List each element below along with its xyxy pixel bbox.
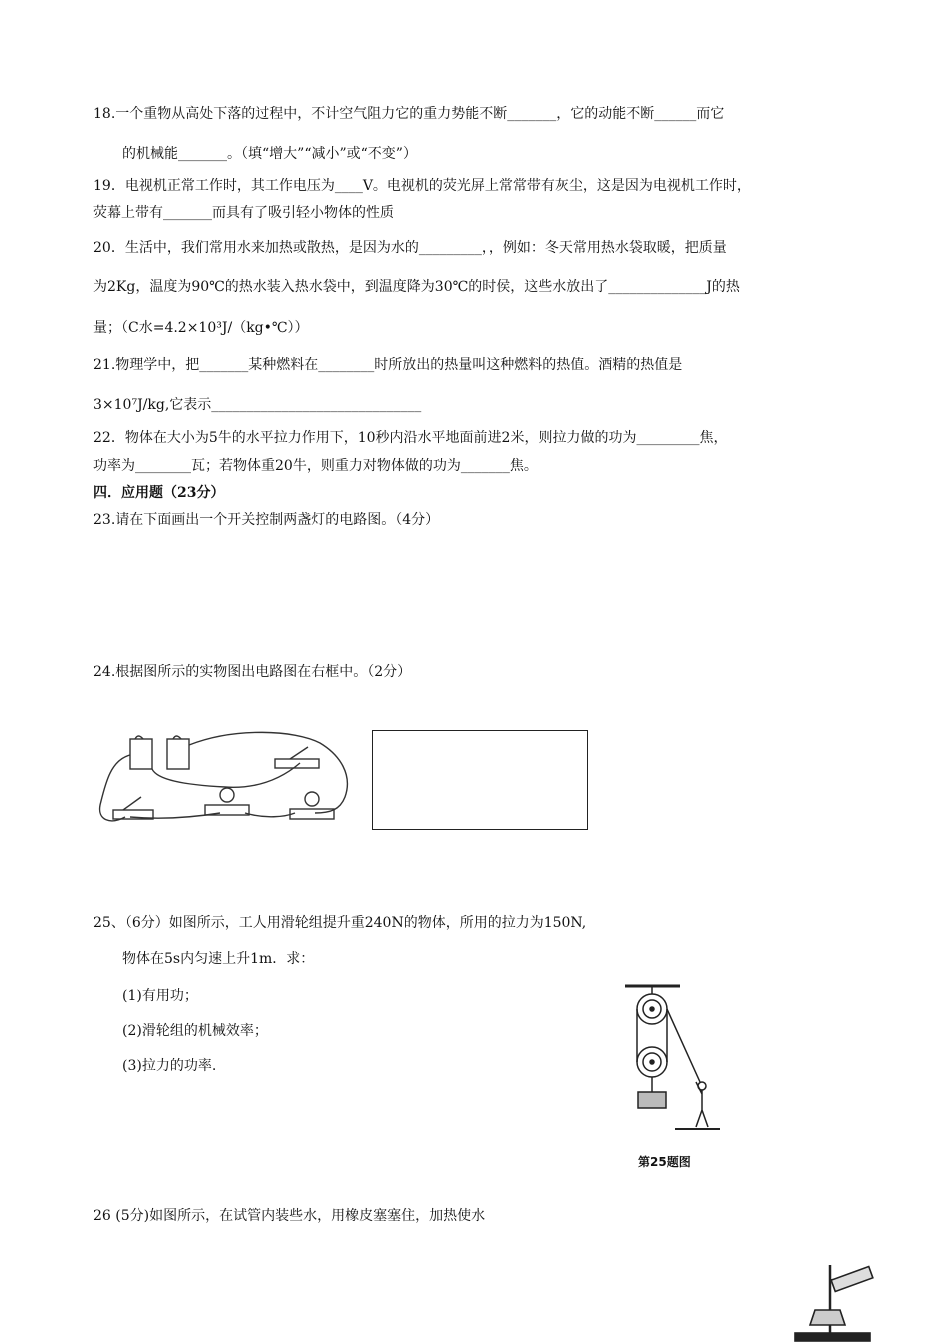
load-block-icon (638, 1092, 666, 1108)
q19-line2: 荧幕上带有_______而具有了吸引轻小物体的性质 (93, 205, 394, 221)
q22-line1: 22．物体在大小为5牛的水平拉力作用下，10秒内沿水平地面前进2米，则拉力做的功为_________焦， (93, 430, 728, 446)
q18-line2: 的机械能_______。（填“增大”“减小”或“不变”） (122, 146, 417, 162)
q24-answer-box[interactable] (372, 730, 588, 830)
switch-1-icon (275, 759, 319, 768)
q25-pulley-figure (620, 982, 720, 1142)
q25-item1: (1)有用功； (122, 988, 198, 1004)
q21-line2: 3×10⁷J/kg,它表示______________________________ (93, 397, 422, 413)
q24-circuit-photo (95, 725, 355, 840)
q25-figure-caption: 第25题图 (638, 1155, 691, 1169)
alcohol-lamp-icon (810, 1310, 845, 1325)
section-title-application: 四．应用题（23分） (93, 485, 225, 501)
battery-2-icon (167, 739, 189, 769)
q25-line1: 25、（6分）如图所示，工人用滑轮组提升重240N的物体，所用的拉力为150N, (93, 915, 587, 931)
q19-line1: 19．电视机正常工作时，其工作电压为____V。电视机的荧光屏上常常带有灰尘，这是因为电视机工作时， (93, 178, 751, 194)
q23-line1: 23.请在下面画出一个开关控制两盏灯的电路图。（4分） (93, 512, 440, 528)
q22-line2: 功率为________瓦；若物体重20牛，则重力对物体做的功为_______焦。 (93, 458, 538, 474)
q26-line1: 26 (5分)如图所示，在试管内装些水，用橡皮塞塞住，加热使水 (93, 1208, 486, 1224)
lamp-2-icon (290, 809, 334, 819)
q20-line1: 20．生活中，我们常用水来加热或散热，是因为水的_________，，例如：冬天常用热水袋取暖，把质量 (93, 240, 727, 256)
q25-line2: 物体在5s内匀速上升1m．求： (122, 951, 315, 967)
q20-line3: 量；（C水=4.2×10³J/（kg•℃）） (93, 320, 309, 336)
q18-line1: 18.一个重物从高处下落的过程中，不计空气阻力它的重力势能不断_______，它的动能不断______而它 (93, 106, 725, 122)
q25-item3: (3)拉力的功率. (122, 1058, 217, 1074)
test-tube-icon (831, 1267, 873, 1292)
q20-line2: 为2Kg，温度为90℃的热水装入热水袋中，到温度降为30℃的时侯，这些水放出了______________J的热 (93, 279, 740, 295)
lamp-1-icon (205, 805, 249, 815)
battery-1-icon (130, 739, 152, 769)
q21-line1: 21.物理学中，把_______某种燃料在________时所放出的热量叫这种燃料的热值。酒精的热值是 (93, 357, 683, 373)
q26-apparatus-figure (790, 1255, 890, 1344)
q25-item2: (2)滑轮组的机械效率； (122, 1023, 268, 1039)
q24-line1: 24.根据图所示的实物图出电路图在右框中。（2分） (93, 664, 412, 680)
